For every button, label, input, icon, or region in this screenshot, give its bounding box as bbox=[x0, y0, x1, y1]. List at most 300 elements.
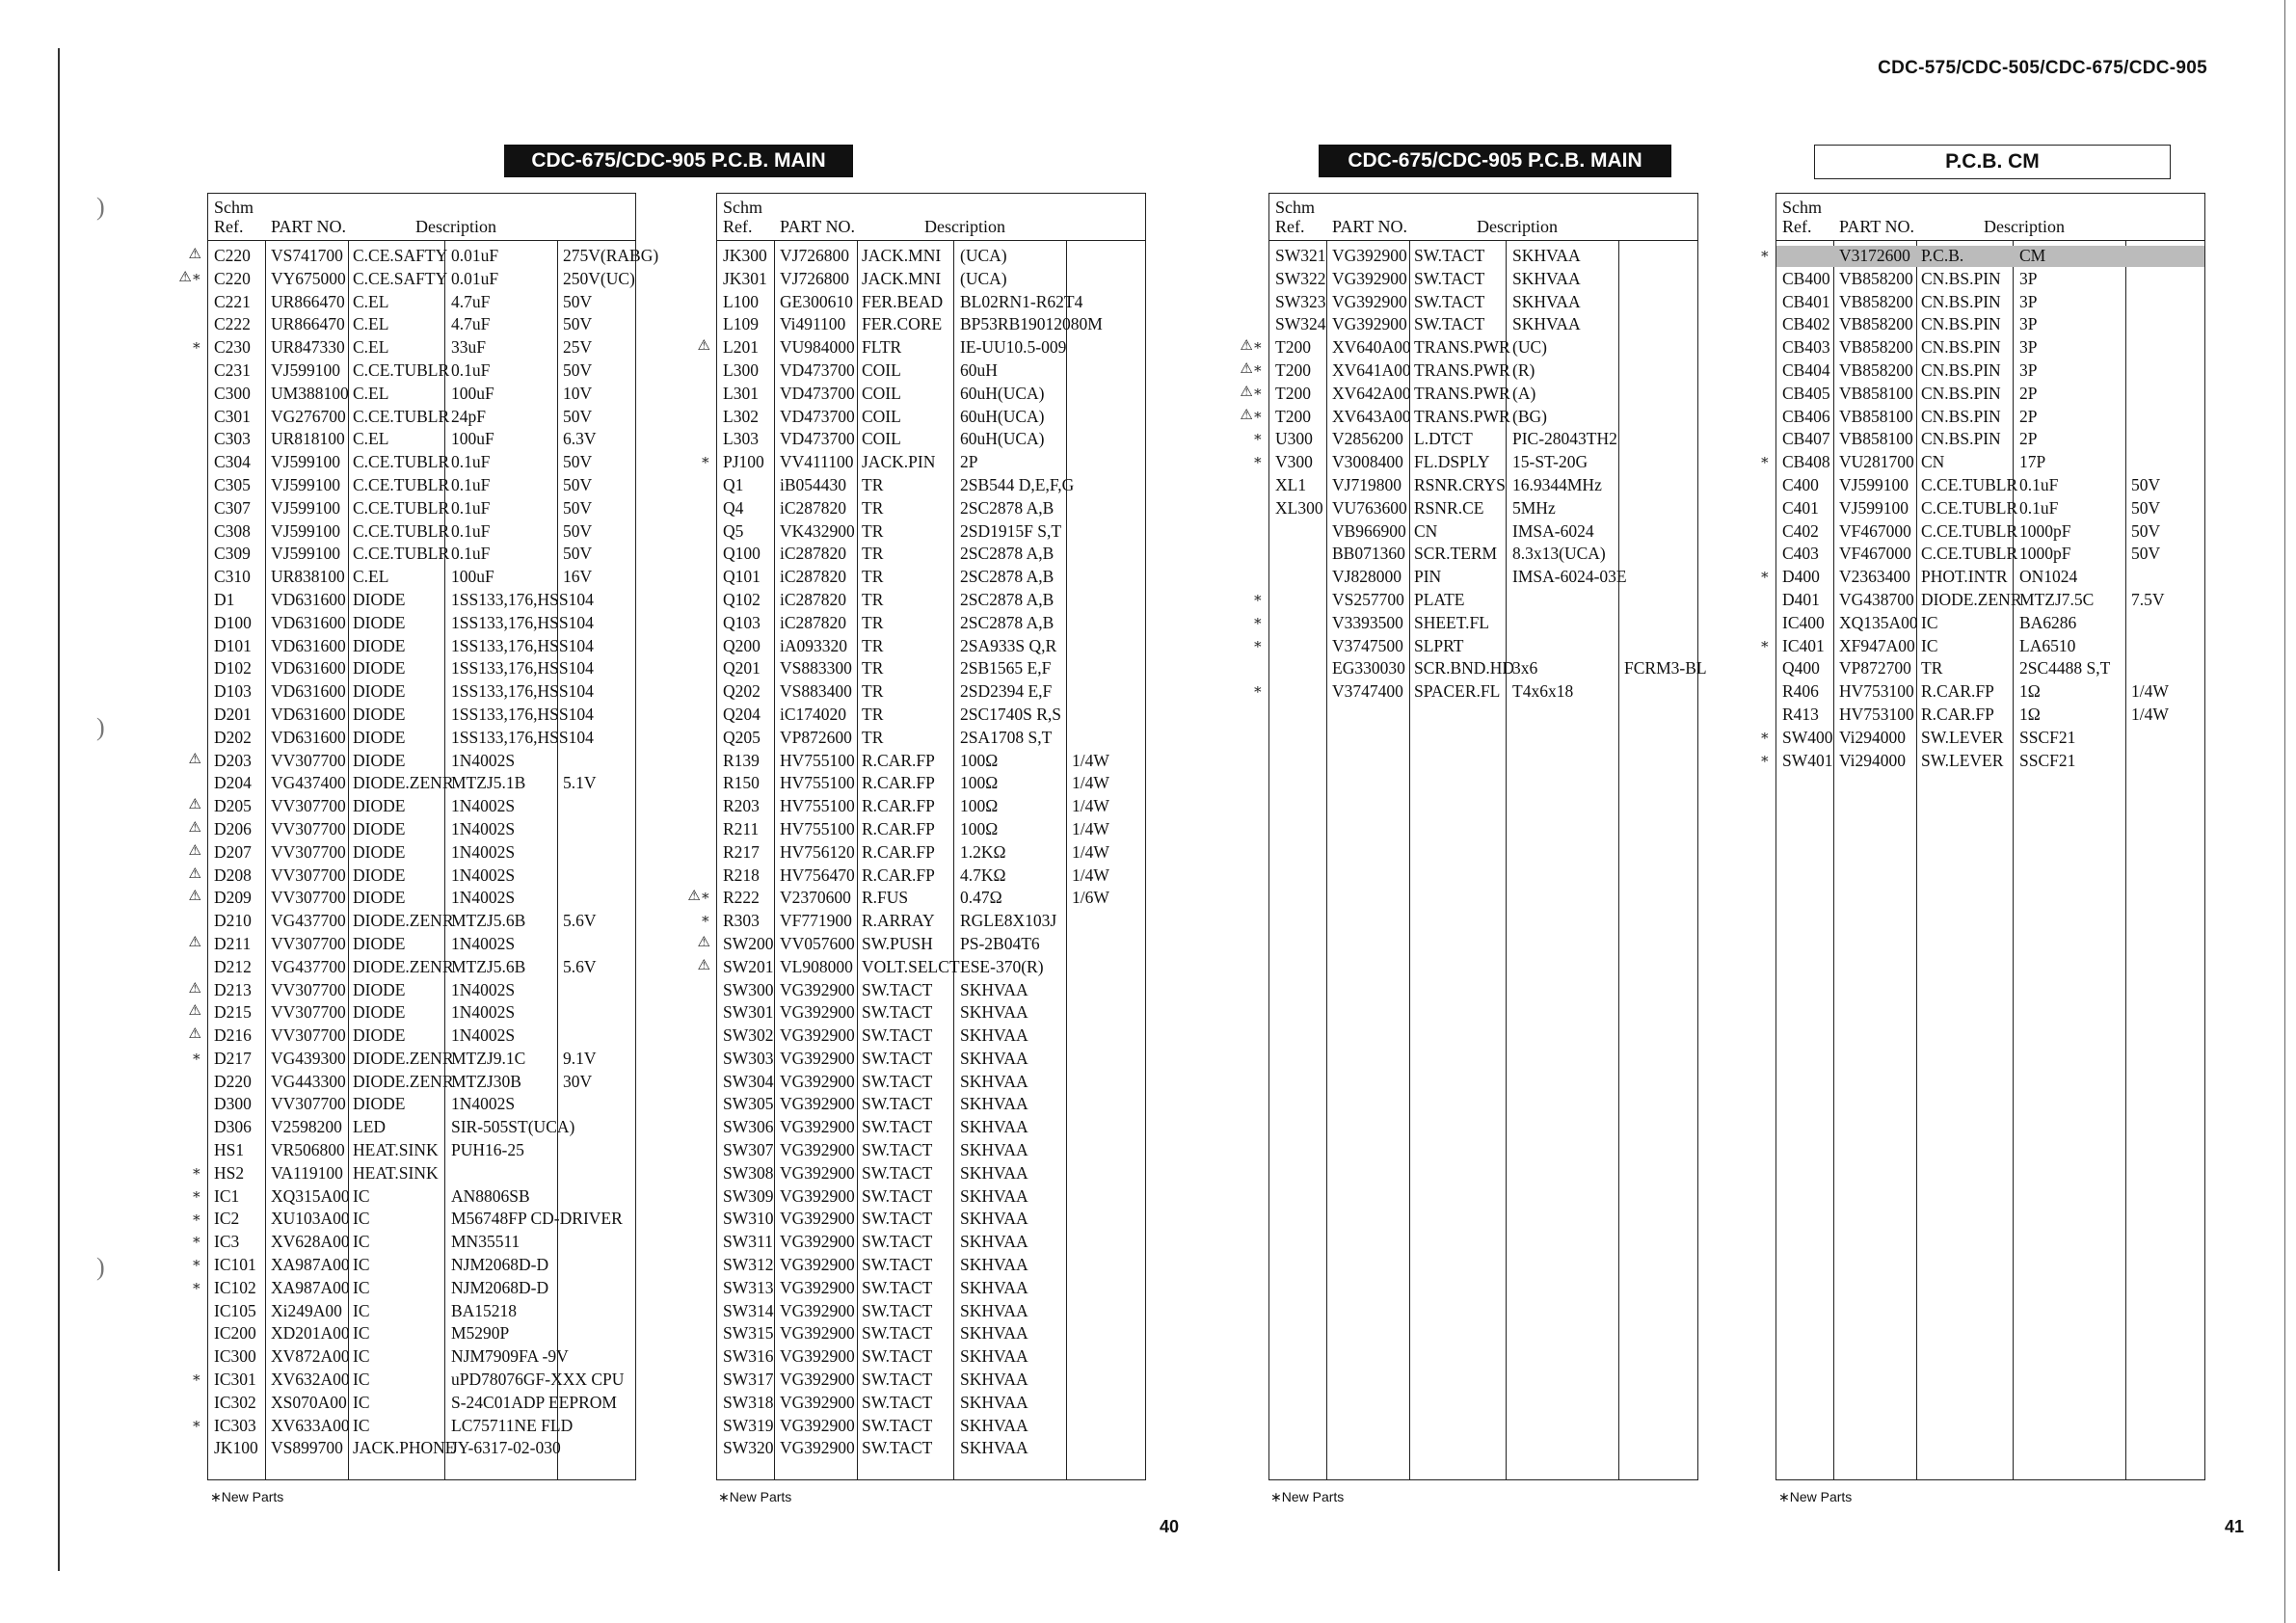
cell-desc-type: C.CE.TUBLR bbox=[353, 544, 450, 564]
cell-desc-rating: 50V bbox=[2131, 474, 2161, 494]
table-header bbox=[717, 194, 1145, 241]
cell-part-no: iC287820 bbox=[780, 544, 847, 564]
cell-desc-value: 1Ω bbox=[2019, 704, 2041, 724]
cell-desc-value: 2P bbox=[2019, 406, 2038, 426]
cell-desc-type: IC bbox=[353, 1370, 370, 1390]
cell-ref: IC401 bbox=[1782, 635, 1825, 655]
row-marker: ⚠ bbox=[697, 338, 710, 355]
cell-part-no: VG392900 bbox=[780, 1071, 855, 1091]
table-row bbox=[208, 1254, 635, 1277]
cell-part-no: V3172600 bbox=[1839, 246, 1910, 265]
cell-desc-type: COIL bbox=[862, 429, 901, 449]
cell-part-no: UR847330 bbox=[271, 337, 345, 358]
table-row bbox=[1269, 428, 1697, 451]
cell-part-no: EG330030 bbox=[1332, 658, 1405, 678]
cell-part-no: VJ599100 bbox=[271, 474, 340, 494]
cell-ref: SW310 bbox=[723, 1209, 774, 1229]
row-marker: ∗ bbox=[1252, 591, 1263, 606]
cell-desc-value: S-24C01ADP EEPROM bbox=[451, 1392, 617, 1412]
cell-ref: D205 bbox=[214, 796, 252, 816]
footnote-new-parts: ∗New Parts bbox=[210, 1489, 284, 1504]
row-marker: ∗ bbox=[1759, 453, 1770, 469]
cell-desc-type: C.CE.TUBLR bbox=[353, 452, 450, 472]
cell-desc-type: SW.TACT bbox=[862, 1025, 933, 1046]
cell-part-no: VJ599100 bbox=[1839, 497, 1909, 518]
cell-desc-type: SW.TACT bbox=[862, 1117, 933, 1137]
cell-ref: D206 bbox=[214, 818, 252, 838]
table-row bbox=[208, 1139, 635, 1162]
cell-ref: D306 bbox=[214, 1117, 252, 1137]
row-marker: ∗ bbox=[191, 1186, 201, 1203]
table-row bbox=[717, 383, 1145, 406]
cell-part-no: VS741700 bbox=[271, 246, 343, 265]
cell-desc-type: C.CE.TUBLR bbox=[353, 474, 450, 494]
cell-desc-type: TR bbox=[862, 520, 884, 541]
cell-part-no: XA987A00 bbox=[271, 1255, 350, 1275]
cell-ref: SW320 bbox=[723, 1438, 774, 1458]
table-row bbox=[1269, 635, 1697, 658]
cell-desc-value: IMSA-6024 bbox=[1512, 520, 1594, 541]
header-schm: Schm bbox=[723, 198, 763, 217]
cell-ref: C301 bbox=[214, 406, 251, 426]
cell-desc-value: 2SC2878 A,B bbox=[960, 544, 1055, 564]
table-row bbox=[1776, 268, 2204, 291]
row-marker: ∗ bbox=[1252, 682, 1263, 699]
cell-desc-type: C.CE.TUBLR bbox=[353, 520, 450, 541]
cell-ref: Q204 bbox=[723, 704, 761, 724]
cell-desc-value: 4.7KΩ bbox=[960, 865, 1006, 885]
cell-desc-value: 0.1uF bbox=[2019, 474, 2059, 494]
table-row bbox=[1269, 359, 1697, 383]
cell-ref: Q5 bbox=[723, 520, 744, 541]
cell-desc-type: TR bbox=[862, 589, 884, 609]
cell-desc-value: (BG) bbox=[1512, 406, 1547, 426]
cell-ref: SW312 bbox=[723, 1255, 774, 1275]
cell-desc-type: SW.TACT bbox=[1414, 246, 1485, 265]
cell-desc-value: PS-2B04T6 bbox=[960, 933, 1040, 953]
cell-ref: SW307 bbox=[723, 1140, 774, 1160]
row-marker: ⚠∗ bbox=[1240, 384, 1263, 400]
cell-part-no: XV643A00 bbox=[1332, 406, 1411, 426]
cell-part-no: VV307700 bbox=[271, 1094, 346, 1114]
cell-ref: HS1 bbox=[214, 1140, 245, 1160]
table-row bbox=[208, 336, 635, 359]
cell-desc-rating: 50V bbox=[2131, 497, 2161, 518]
cell-part-no: VG392900 bbox=[780, 1025, 855, 1046]
cell-part-no: HV755100 bbox=[780, 750, 855, 770]
table-row bbox=[208, 406, 635, 429]
cell-part-no: VJ719800 bbox=[1332, 474, 1402, 494]
cell-desc-value: 1N4002S bbox=[451, 796, 516, 816]
cell-desc-type: JACK.PHONE bbox=[353, 1438, 456, 1458]
cell-desc-type: TR bbox=[862, 567, 884, 587]
cell-part-no: VS883400 bbox=[780, 681, 852, 702]
row-marker: ∗ bbox=[1252, 636, 1263, 652]
cell-desc-value: 24pF bbox=[451, 406, 486, 426]
cell-desc-value: AN8806SB bbox=[451, 1185, 530, 1206]
cell-desc-type: DIODE bbox=[353, 589, 406, 609]
table-row bbox=[208, 704, 635, 727]
cell-ref: C220 bbox=[214, 246, 251, 265]
cell-desc-type: SW.PUSH bbox=[862, 933, 933, 953]
table-row bbox=[1776, 497, 2204, 520]
header-description: Description bbox=[1477, 217, 1558, 236]
cell-part-no: VG437700 bbox=[271, 956, 346, 976]
cell-desc-type: R.CAR.FP bbox=[1921, 704, 1994, 724]
cell-ref: CB401 bbox=[1782, 291, 1830, 311]
cell-ref: CB405 bbox=[1782, 383, 1830, 403]
cell-ref: C401 bbox=[1782, 497, 1819, 518]
cell-desc-rating: 1/4W bbox=[1072, 865, 1109, 885]
cell-part-no: VG392900 bbox=[780, 979, 855, 999]
cell-part-no: VG392900 bbox=[780, 1370, 855, 1390]
parts-table-1 bbox=[207, 193, 659, 1480]
cell-ref: C220 bbox=[214, 268, 251, 288]
cell-desc-type: C.CE.TUBLR bbox=[1921, 520, 2018, 541]
table-row bbox=[717, 818, 1145, 841]
cell-part-no: VD631600 bbox=[271, 635, 346, 655]
cell-desc-type: CN.BS.PIN bbox=[1921, 429, 2001, 449]
cell-ref: D208 bbox=[214, 865, 252, 885]
table-row bbox=[1269, 406, 1697, 429]
table-header bbox=[208, 194, 635, 241]
cell-ref: IC400 bbox=[1782, 612, 1825, 632]
cell-desc-type: C.EL bbox=[353, 291, 389, 311]
cell-desc-value: 1Ω bbox=[2019, 681, 2041, 702]
cell-desc-value: 1N4002S bbox=[451, 841, 516, 862]
cell-desc-rating: 1/4W bbox=[1072, 773, 1109, 793]
cell-ref: C221 bbox=[214, 291, 251, 311]
table-row bbox=[1776, 520, 2204, 544]
cell-part-no: VB858200 bbox=[1839, 291, 1913, 311]
cell-part-no: VG392900 bbox=[780, 1117, 855, 1137]
cell-desc-value: 3P bbox=[2019, 337, 2038, 358]
cell-desc-value: NJM7909FA -9V bbox=[451, 1346, 569, 1367]
cell-desc-type: IC bbox=[353, 1255, 370, 1275]
table-row bbox=[717, 268, 1145, 291]
cell-part-no: VG392900 bbox=[780, 1185, 855, 1206]
cell-part-no: VD473700 bbox=[780, 359, 855, 380]
table-row bbox=[717, 1322, 1145, 1345]
table-row bbox=[717, 1415, 1145, 1438]
table-row bbox=[208, 589, 635, 612]
cell-desc-type: C.CE.TUBLR bbox=[353, 497, 450, 518]
cell-desc-type: DIODE bbox=[353, 865, 406, 885]
cell-desc-type: R.CAR.FP bbox=[1921, 681, 1994, 702]
cell-ref: T200 bbox=[1275, 406, 1311, 426]
cell-desc-value: 2SC1740S R,S bbox=[960, 704, 1062, 724]
table-row bbox=[208, 245, 659, 268]
cell-part-no: VA119100 bbox=[271, 1162, 343, 1183]
row-marker: ⚠ bbox=[697, 957, 710, 973]
table-row bbox=[208, 1048, 635, 1071]
cell-part-no: XV640A00 bbox=[1332, 337, 1411, 358]
table-row bbox=[1269, 451, 1697, 474]
cell-desc-type: SW.TACT bbox=[862, 1255, 933, 1275]
cell-part-no: VV307700 bbox=[271, 841, 346, 862]
cell-desc-type: C.EL bbox=[353, 337, 389, 358]
cell-desc-value: 0.01uF bbox=[451, 246, 499, 265]
cell-desc-type: SW.TACT bbox=[862, 1415, 933, 1435]
table-row bbox=[717, 887, 1145, 910]
cell-ref: C303 bbox=[214, 429, 251, 449]
footnote-new-parts: ∗New Parts bbox=[718, 1489, 792, 1504]
table-row bbox=[208, 818, 635, 841]
row-marker: ⚠∗ bbox=[1240, 338, 1263, 355]
cell-ref: IC302 bbox=[214, 1392, 256, 1412]
cell-desc-value: 1SS133,176,HSS104 bbox=[451, 658, 594, 678]
table-row bbox=[717, 543, 1145, 566]
cell-desc-type: DIODE bbox=[353, 888, 406, 908]
cell-ref: SW305 bbox=[723, 1094, 774, 1114]
banner-pcb-main-left: CDC-675/CDC-905 P.C.B. MAIN bbox=[504, 145, 853, 177]
cell-part-no: VV307700 bbox=[271, 888, 346, 908]
row-marker: ⚠ bbox=[188, 1003, 201, 1020]
cell-ref: SW315 bbox=[723, 1323, 774, 1344]
table-row bbox=[208, 657, 635, 680]
cell-part-no: VJ828000 bbox=[1332, 567, 1402, 587]
table-row bbox=[1269, 313, 1697, 336]
cell-ref: HS2 bbox=[214, 1162, 245, 1183]
table-row bbox=[1776, 291, 2204, 314]
cell-desc-type: PIN bbox=[1414, 567, 1442, 587]
cell-part-no: VF771900 bbox=[780, 911, 852, 931]
page-number-right: 41 bbox=[2225, 1517, 2245, 1536]
cell-desc-rating: 6.3V bbox=[563, 429, 597, 449]
cell-part-no: Vi491100 bbox=[780, 314, 846, 334]
cell-part-no: VG392900 bbox=[780, 1162, 855, 1183]
cell-desc-value: 2SC2878 A,B bbox=[960, 567, 1055, 587]
cell-desc-type: SW.TACT bbox=[1414, 314, 1485, 334]
scan-mark: ) bbox=[96, 193, 105, 221]
document-header: CDC-575/CDC-505/CDC-675/CDC-905 bbox=[1878, 58, 2207, 78]
cell-part-no: VB858100 bbox=[1839, 406, 1913, 426]
cell-ref: C309 bbox=[214, 544, 251, 564]
parts-table-2 bbox=[716, 193, 1146, 1480]
scan-mark: ) bbox=[96, 1253, 105, 1281]
cell-desc-rating: 1/4W bbox=[2131, 704, 2169, 724]
row-marker: ⚠∗ bbox=[1240, 361, 1263, 377]
cell-part-no: HV755100 bbox=[780, 796, 855, 816]
cell-ref: Q205 bbox=[723, 727, 761, 747]
header-part-no: PART NO. bbox=[780, 217, 855, 236]
cell-part-no: VG392900 bbox=[780, 1392, 855, 1412]
cell-desc-value: 17P bbox=[2019, 452, 2046, 472]
cell-desc-type: HEAT.SINK bbox=[353, 1162, 439, 1183]
cell-ref: SW302 bbox=[723, 1025, 774, 1046]
cell-desc-type: SW.TACT bbox=[862, 1185, 933, 1206]
cell-desc-rating: 50V bbox=[563, 497, 593, 518]
cell-desc-value: 0.1uF bbox=[451, 474, 491, 494]
cell-desc-type: IC bbox=[353, 1323, 370, 1344]
table-row bbox=[208, 1116, 635, 1139]
cell-ref: Q100 bbox=[723, 544, 761, 564]
cell-desc-type: R.CAR.FP bbox=[862, 818, 935, 838]
cell-desc-value: 2SB544 D,E,F,G bbox=[960, 474, 1075, 494]
cell-desc-type: DIODE bbox=[353, 681, 406, 702]
cell-part-no: GE300610 bbox=[780, 291, 853, 311]
cell-desc-value: 60uH bbox=[960, 359, 998, 380]
cell-ref: IC200 bbox=[214, 1323, 256, 1344]
table-row bbox=[1776, 704, 2204, 727]
table-row bbox=[208, 474, 635, 497]
table-row bbox=[208, 1208, 635, 1231]
cell-part-no: VG392900 bbox=[1332, 246, 1407, 265]
cell-ref: SW324 bbox=[1275, 314, 1326, 334]
cell-desc-rating: 1/4W bbox=[1072, 818, 1109, 838]
cell-part-no: iC287820 bbox=[780, 612, 847, 632]
cell-desc-type: SW.TACT bbox=[862, 1277, 933, 1297]
cell-desc-type: SW.TACT bbox=[862, 1300, 933, 1320]
cell-desc-type: C.CE.TUBLR bbox=[1921, 497, 2018, 518]
row-marker: ∗ bbox=[191, 1256, 201, 1272]
cell-ref: CB404 bbox=[1782, 359, 1830, 380]
table-row bbox=[1776, 543, 2204, 566]
cell-part-no: HV756120 bbox=[780, 841, 855, 862]
cell-part-no: VG437700 bbox=[271, 911, 346, 931]
cell-desc-value: 1000pF bbox=[2019, 520, 2071, 541]
cell-desc-type: TRANS.PWR bbox=[1414, 383, 1510, 403]
table-row bbox=[208, 1345, 635, 1369]
cell-ref: Q102 bbox=[723, 589, 761, 609]
row-marker: ∗ bbox=[1252, 613, 1263, 629]
table-row bbox=[1776, 313, 2204, 336]
table-row bbox=[717, 1208, 1145, 1231]
cell-desc-value: 0.01uF bbox=[451, 268, 499, 288]
cell-desc-value: 8.3x13(UCA) bbox=[1512, 544, 1606, 564]
cell-desc-type: IC bbox=[353, 1209, 370, 1229]
cell-ref: IC3 bbox=[214, 1232, 240, 1252]
row-marker: ⚠ bbox=[188, 751, 201, 767]
cell-ref: Q400 bbox=[1782, 658, 1820, 678]
cell-part-no: VD631600 bbox=[271, 589, 346, 609]
table-row bbox=[717, 520, 1145, 544]
cell-desc-type: CN bbox=[1414, 520, 1438, 541]
table-row bbox=[208, 887, 635, 910]
cell-desc-value: PUH16-25 bbox=[451, 1140, 524, 1160]
table-row bbox=[717, 979, 1145, 1002]
row-marker: ⚠ bbox=[188, 820, 201, 836]
cell-part-no: VS883300 bbox=[780, 658, 852, 678]
table-row bbox=[717, 1231, 1145, 1254]
cell-ref: Q201 bbox=[723, 658, 761, 678]
cell-desc-value: 1SS133,176,HSS104 bbox=[451, 589, 594, 609]
table-row bbox=[717, 336, 1145, 359]
cell-desc-rating: 1/6W bbox=[1072, 888, 1109, 908]
cell-part-no: iC287820 bbox=[780, 589, 847, 609]
cell-desc-value: 0.1uF bbox=[451, 497, 491, 518]
cell-desc-value: BA6286 bbox=[2019, 612, 2077, 632]
cell-ref: C305 bbox=[214, 474, 251, 494]
table-row bbox=[208, 1231, 635, 1254]
cell-desc-value: 5MHz bbox=[1512, 497, 1556, 518]
cell-part-no: V2598200 bbox=[271, 1117, 342, 1137]
cell-desc-value: SKHVAA bbox=[960, 1071, 1028, 1091]
cell-ref: PJ100 bbox=[723, 452, 764, 472]
cell-desc-type: SLPRT bbox=[1414, 635, 1464, 655]
cell-ref: CB402 bbox=[1782, 314, 1830, 334]
cell-desc-type: SCR.BND.HD bbox=[1414, 658, 1515, 678]
cell-desc-type: IC bbox=[353, 1277, 370, 1297]
cell-desc-type: SW.TACT bbox=[862, 1071, 933, 1091]
cell-desc-value: PIC-28043TH2 bbox=[1512, 429, 1617, 449]
cell-part-no: VG392900 bbox=[780, 1048, 855, 1068]
cell-desc-value: LC75711NE FLD bbox=[451, 1415, 574, 1435]
cell-part-no: VD631600 bbox=[271, 658, 346, 678]
row-marker: ⚠∗ bbox=[1240, 407, 1263, 423]
cell-desc-value: 1N4002S bbox=[451, 1002, 516, 1023]
cell-ref: R413 bbox=[1782, 704, 1819, 724]
cell-part-no: VG392900 bbox=[780, 1002, 855, 1023]
table-row bbox=[717, 772, 1145, 795]
cell-part-no: VV307700 bbox=[271, 979, 346, 999]
cell-part-no: VD631600 bbox=[271, 612, 346, 632]
cell-desc-type: DIODE bbox=[353, 818, 406, 838]
cell-ref: L109 bbox=[723, 314, 759, 334]
banner-pcb-cm: P.C.B. CM bbox=[1814, 145, 2171, 179]
cell-desc-value: 100uF bbox=[451, 567, 494, 587]
cell-ref: JK301 bbox=[723, 268, 767, 288]
cell-ref: XL1 bbox=[1275, 474, 1307, 494]
table-row bbox=[717, 1162, 1145, 1185]
cell-part-no: VG276700 bbox=[271, 406, 346, 426]
table-row bbox=[208, 291, 635, 314]
table-row bbox=[717, 865, 1145, 888]
header-ref: Ref. bbox=[723, 217, 753, 236]
cell-part-no: VJ599100 bbox=[271, 544, 340, 564]
cell-desc-type: DIODE bbox=[353, 704, 406, 724]
cell-ref: CB407 bbox=[1782, 429, 1830, 449]
cell-desc-type: COIL bbox=[862, 359, 901, 380]
table-row bbox=[1776, 566, 2204, 589]
cell-ref: IC101 bbox=[214, 1255, 256, 1275]
header-schm: Schm bbox=[214, 198, 254, 217]
header-description: Description bbox=[415, 217, 496, 236]
cell-desc-value: 2SA933S Q,R bbox=[960, 635, 1057, 655]
cell-part-no: VR506800 bbox=[271, 1140, 345, 1160]
table-row bbox=[717, 1185, 1145, 1209]
cell-part-no: V3747400 bbox=[1332, 681, 1403, 702]
cell-desc-type: CN.BS.PIN bbox=[1921, 337, 2001, 358]
cell-desc-rating: 1/4W bbox=[1072, 750, 1109, 770]
cell-part-no: VB858200 bbox=[1839, 359, 1913, 380]
cell-ref: D100 bbox=[214, 612, 252, 632]
cell-part-no: UR866470 bbox=[271, 314, 345, 334]
cell-ref: R211 bbox=[723, 818, 760, 838]
row-marker: ∗ bbox=[1759, 751, 1770, 767]
cell-desc-value: M56748FP CD-DRIVER bbox=[451, 1209, 623, 1229]
cell-desc-value: 100Ω bbox=[960, 750, 999, 770]
cell-desc-type: DIODE bbox=[353, 841, 406, 862]
cell-desc-value: 1SS133,176,HSS104 bbox=[451, 704, 594, 724]
cell-ref: SW323 bbox=[1275, 291, 1326, 311]
cell-ref: L301 bbox=[723, 383, 759, 403]
cell-desc-rating: 50V bbox=[563, 544, 593, 564]
cell-desc-value: MTZJ5.6B bbox=[451, 911, 526, 931]
cell-desc-type: FER.BEAD bbox=[862, 291, 944, 311]
table-row bbox=[208, 1093, 635, 1116]
row-marker: ⚠ bbox=[188, 842, 201, 859]
cell-part-no: VV307700 bbox=[271, 796, 346, 816]
table-row bbox=[208, 1277, 635, 1300]
cell-part-no: XV633A00 bbox=[271, 1415, 350, 1435]
cell-part-no: VV411100 bbox=[780, 452, 854, 472]
cell-desc-type: CN.BS.PIN bbox=[1921, 359, 2001, 380]
table-row bbox=[717, 406, 1145, 429]
cell-desc-value: (A) bbox=[1512, 383, 1536, 403]
cell-ref: T200 bbox=[1275, 383, 1311, 403]
cell-desc-value: MTZJ7.5C bbox=[2019, 589, 2095, 609]
